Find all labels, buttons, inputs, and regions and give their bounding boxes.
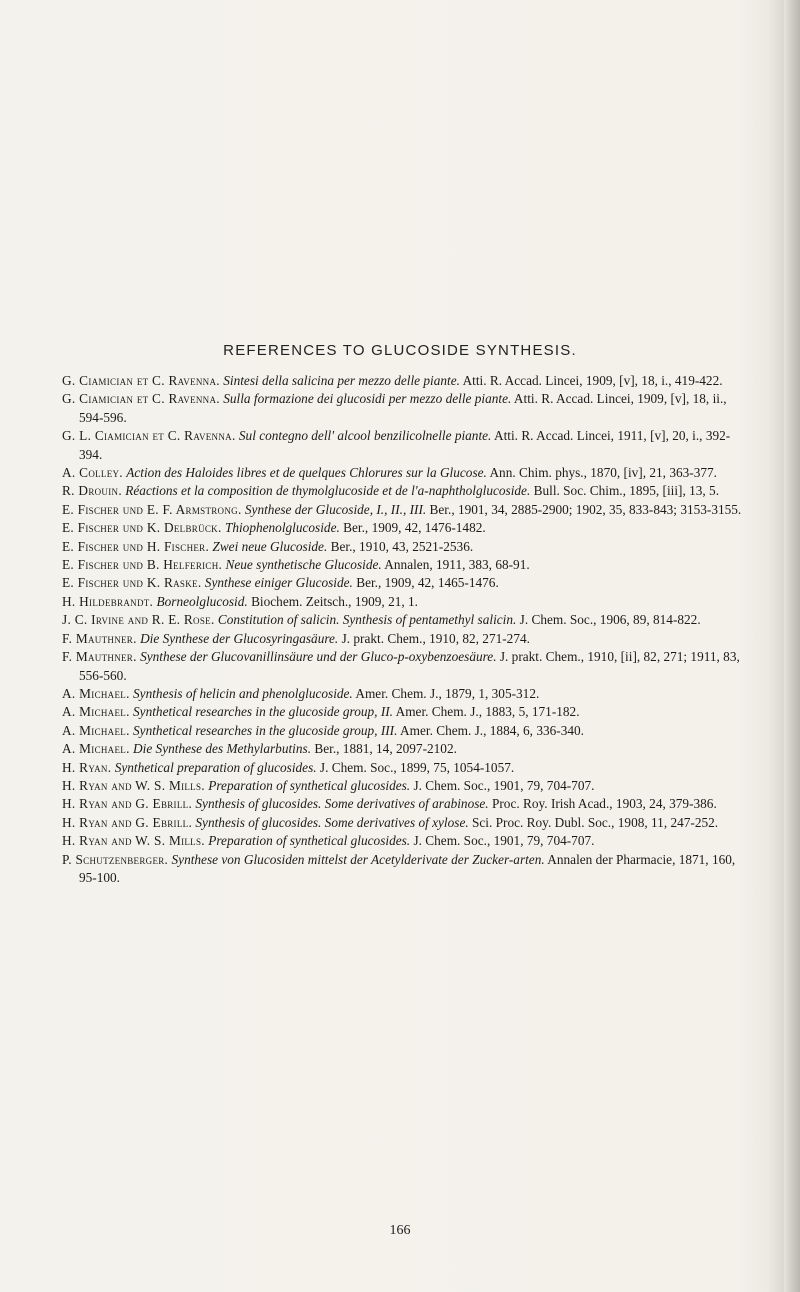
reference-source: Proc. Roy. Irish Acad., 1903, 24, 379-386. (491, 796, 717, 812)
reference-author: G. Ciamician et C. Ravenna. (62, 391, 220, 407)
reference-author: E. Fischer und K. Delbrück. (62, 520, 222, 536)
reference-author: E. Fischer und E. F. Armstrong. (62, 501, 242, 517)
reference-author: F. Mauthner. (62, 649, 137, 665)
reference-author: R. Drouin. (62, 483, 122, 499)
reference-source: Atti. R. Accad. Lincei, 1909, [v], 18, ii., 594-596. (79, 391, 727, 425)
reference-title: Constitution of salicin. Synthesis of pentamethyl salicin. (217, 612, 517, 628)
reference-entry (62, 685, 746, 703)
reference-author: J. C. Irvine and R. E. Rose. (62, 612, 215, 628)
reference-title: Preparation of synthetical glucosides. (208, 777, 411, 793)
reference-entry (62, 759, 746, 777)
reference-author: P. Schutzenberger. (62, 851, 169, 867)
page-heading: REFERENCES TO GLUCOSIDE SYNTHESIS. (223, 342, 577, 359)
reference-title: Synthesis of glucosides. Some derivatives of arabinose. (195, 796, 489, 812)
reference-author: H. Ryan. (62, 759, 112, 775)
reference-entry (62, 611, 746, 629)
page-number: 166 (389, 1223, 411, 1238)
reference-source: Atti. R. Accad. Lincei, 1911, [v], 20, i., 392-394. (79, 428, 731, 462)
reference-source: Amer. Chem. J., 1884, 6, 336-340. (400, 722, 584, 738)
reference-entry (62, 740, 746, 758)
reference-entry (62, 593, 746, 611)
reference-entry (62, 538, 746, 556)
reference-author: H. Ryan and G. Ebrill. (62, 814, 193, 830)
reference-entry (62, 722, 746, 740)
reference-entry (62, 464, 746, 482)
reference-source: Amer. Chem. J., 1883, 5, 171-182. (395, 704, 580, 720)
reference-title: Synthese einiger Glucoside. (204, 575, 353, 591)
reference-source: Biochem. Zeitsch., 1909, 21, 1. (251, 593, 418, 609)
reference-author: H. Hildebrandt. (62, 593, 154, 609)
reference-title: Synthese von Glucosiden mittelst der Acetylderivate der Zucker-arten. (171, 851, 545, 867)
reference-entry (62, 851, 746, 888)
reference-title: Sintesi della salicina per mezzo delle piante. (223, 373, 460, 388)
reference-source: Ber., 1910, 43, 2521-2536. (330, 538, 474, 554)
reference-author: H. Ryan and W. S. Mills. (62, 833, 205, 849)
reference-author: A. Michael. (62, 741, 130, 757)
reference-title: Synthetical researches in the glucoside group, II. (133, 704, 393, 720)
reference-title: Sulla formazione dei glucosidi per mezzo delle piante. (223, 391, 512, 407)
reference-title: Synthesis of helicin and phenolglucoside. (133, 685, 353, 701)
reference-title: Synthetical researches in the glucoside group, III. (133, 722, 398, 738)
reference-title: Die Synthese der Glucosyringasäure. (140, 630, 339, 646)
reference-title: Sul contegno dell' alcool benzilicolnelle piante. (238, 428, 492, 444)
reference-source: Sci. Proc. Roy. Dubl. Soc., 1908, 11, 247-252. (472, 814, 719, 830)
reference-entry (62, 648, 746, 685)
reference-title: Action des Haloides libres et de quelques Chlorures sur la Glucose. (126, 465, 487, 481)
reference-source: J. Chem. Soc., 1901, 79, 704-707. (413, 833, 595, 849)
reference-title: Zwei neue Glucoside. (212, 538, 328, 554)
reference-entry (62, 482, 746, 500)
reference-entry (62, 832, 746, 850)
reference-title: Preparation of synthetical glucosides. (208, 833, 411, 849)
reference-author: E. Fischer und H. Fischer. (62, 538, 210, 554)
reference-title: Réactions et la composition de thymolglucoside et de l'a-naphtholglucoside. (125, 483, 531, 499)
reference-author: F. Mauthner. (62, 630, 137, 646)
reference-entry (62, 630, 746, 648)
reference-source: Ann. Chim. phys., 1870, [iv], 21, 363-377. (489, 465, 717, 481)
reference-entry (62, 501, 746, 519)
reference-source: J. Chem. Soc., 1899, 75, 1054-1057. (319, 759, 515, 775)
reference-author: E. Fischer und K. Raske. (62, 575, 202, 591)
reference-list (62, 372, 746, 887)
reference-entry (62, 556, 746, 574)
reference-source: J. Chem. Soc., 1901, 79, 704-707. (413, 777, 595, 793)
reference-source: Atti. R. Accad. Lincei, 1909, [v], 18, i., 419-422. (462, 373, 723, 388)
reference-title: Synthetical preparation of glucosides. (114, 759, 317, 775)
reference-source: Ber., 1881, 14, 2097-2102. (314, 741, 457, 757)
reference-entry (62, 519, 746, 537)
reference-author: A. Michael. (62, 722, 130, 738)
reference-source: Annalen, 1911, 383, 68-91. (384, 557, 530, 573)
reference-author: E. Fischer und B. Helferich. (62, 557, 223, 573)
reference-source: Amer. Chem. J., 1879, 1, 305-312. (355, 685, 540, 701)
reference-author: G. Ciamician et C. Ravenna. (62, 373, 220, 388)
reference-author: H. Ryan and G. Ebrill. (62, 796, 193, 812)
reference-title: Synthese der Glucovanillinsäure und der Gluco-p-oxybenzoesäure. (140, 649, 497, 665)
reference-source: J. prakt. Chem., 1910, 82, 271-274. (341, 630, 530, 646)
reference-author: G. L. Ciamician et C. Ravenna. (62, 428, 236, 444)
reference-entry (62, 390, 746, 427)
reference-entry (62, 372, 746, 390)
reference-source: Bull. Soc. Chim., 1895, [iii], 13, 5. (533, 483, 720, 499)
page-edge (784, 0, 800, 1292)
reference-entry (62, 795, 746, 813)
reference-entry (62, 427, 746, 464)
reference-title: Borneolglucosid. (156, 593, 248, 609)
reference-entry (62, 777, 746, 795)
reference-author: A. Michael. (62, 704, 130, 720)
reference-title: Thiophenolglucoside. (224, 520, 340, 536)
reference-entry (62, 814, 746, 832)
reference-author: H. Ryan and W. S. Mills. (62, 777, 205, 793)
reference-title: Neue synthetische Glucoside. (225, 557, 382, 573)
reference-title: Synthese der Glucoside, I., II., III. (244, 501, 427, 517)
reference-author: A. Michael. (62, 685, 130, 701)
reference-source: Ber., 1901, 34, 2885-2900; 1902, 35, 833-843; 3153-3155. (429, 501, 742, 517)
reference-source: Ber., 1909, 42, 1476-1482. (343, 520, 486, 536)
reference-entry (62, 574, 746, 592)
reference-source: J. Chem. Soc., 1906, 89, 814-822. (519, 612, 701, 628)
reference-title: Synthesis of glucosides. Some derivatives of xylose. (195, 814, 469, 830)
reference-author: A. Colley. (62, 465, 123, 481)
reference-source: Ber., 1909, 42, 1465-1476. (356, 575, 499, 591)
reference-source: Annalen der Pharmacie, 1871, 160, 95-100. (79, 851, 736, 885)
reference-entry (62, 703, 746, 721)
reference-source: J. prakt. Chem., 1910, [ii], 82, 271; 1911, 83, 556-560. (79, 649, 740, 683)
reference-title: Die Synthese des Methylarbutins. (133, 741, 312, 757)
